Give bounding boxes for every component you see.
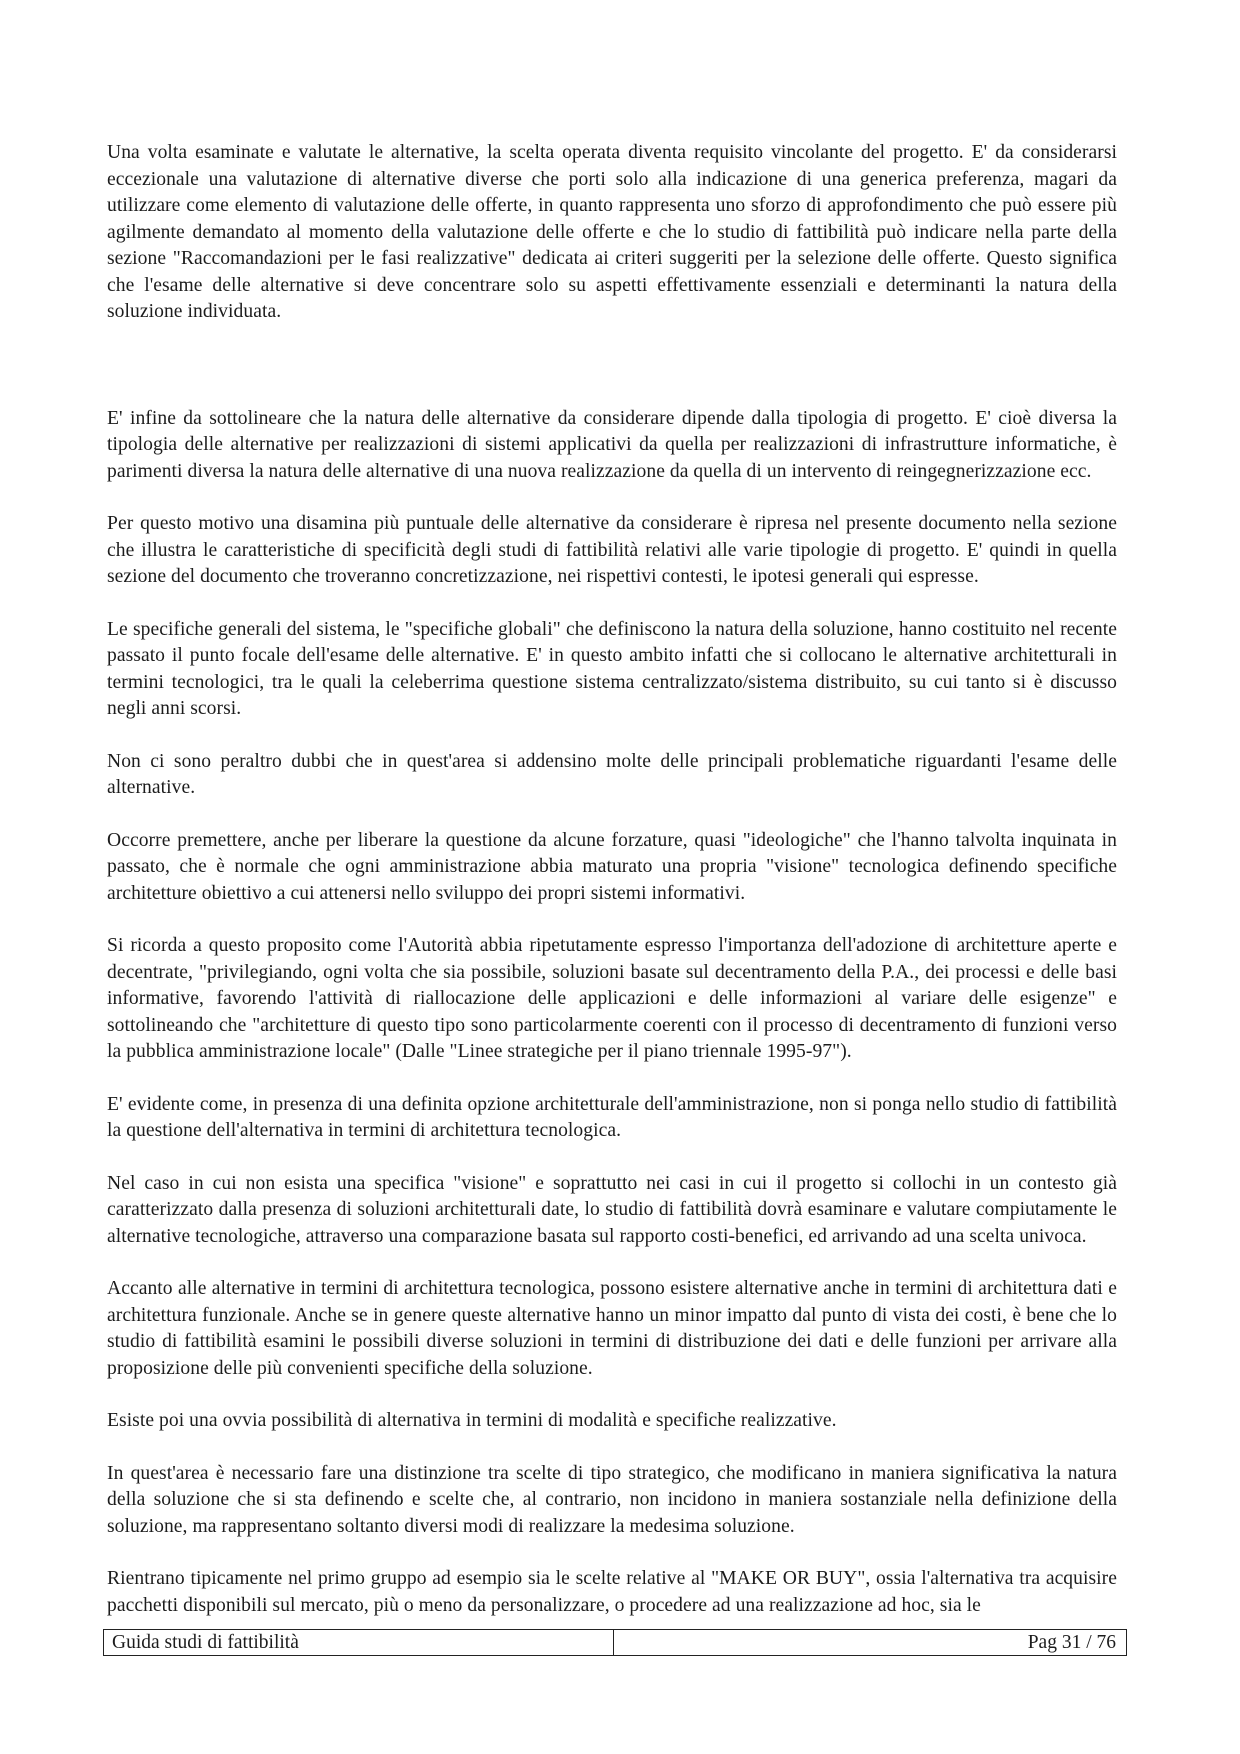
page-body <box>107 140 1117 1619</box>
footer-spacer <box>614 1630 1028 1655</box>
paragraph: Accanto alle alternative in termini di architettura tecnologica, possono esistere alternative anche in termini di architettura dati e architettura funzionale. Anche se in genere queste alternative hanno un minor impatto dal punto di vista dei costi, è bene che lo studio di fattibilità esamini le possibili diverse soluzioni in termini di distribuzione dei dati e delle funzioni per arrivare alla proposizione delle più convenienti specifiche della soluzione. <box>107 1278 1117 1379</box>
footer-page-number: Pag 31 / 76 <box>1027 1632 1116 1653</box>
paragraph: Non ci sono peraltro dubbi che in quest'area si addensino molte delle principali problematiche riguardanti l'esame delle alternative. <box>107 750 1117 798</box>
page-footer <box>103 1629 1127 1656</box>
paragraph: Occorre premettere, anche per liberare la questione da alcune forzature, quasi "ideologiche" che l'hanno talvolta inquinata in passato, che è normale che ogni amministrazione abbia maturato una propria "visione" tecnologica definendo specifiche architetture obiettivo a cui attenersi nello sviluppo dei propri sistemi informativi. <box>107 829 1117 904</box>
paragraph: Una volta esaminate e valutate le alternative, la scelta operata diventa requisito vincolante del progetto. E' da considerarsi eccezionale una valutazione di alternative diverse che porti solo alla indicazione di una generica preferenza, magari da utilizzare come elemento di valutazione delle offerte, in quanto rappresenta uno sforzo di approfondimento che può essere più agilmente demandato al momento della valutazione delle offerte e che lo studio di fattibilità può indicare nella parte della sezione "Raccomandazioni per le fasi realizzative" dedicata ai criteri suggeriti per la selezione delle offerte. Questo significa che l'esame delle alternative si deve concentrare solo su aspetti effettivamente essenziali e determinanti la natura della soluzione individuata. <box>107 142 1117 322</box>
paragraph: Le specifiche generali del sistema, le "specifiche globali" che definiscono la natura della soluzione, hanno costituito nel recente passato il punto focale dell'esame delle alternative. E' in questo ambito infatti che si collocano le alternative architetturali in termini tecnologici, tra le quali la celeberrima questione sistema centralizzato/sistema distribuito, su cui tanto si è discusso negli anni scorsi. <box>107 618 1117 719</box>
paragraph: Si ricorda a questo proposito come l'Autorità abbia ripetutamente espresso l'importanza dell'adozione di architetture aperte e decentrate, "privilegiando, ogni volta che sia possibile, soluzioni basate sul decentramento della P.A., dei processi e delle basi informative, favorendo l'attività di riallocazione delle applicazioni e delle informazioni al variare delle esigenze" e sottolineando che "architetture di questo tipo sono particolarmente coerenti con il processo di decentramento di funzioni verso la pubblica amministrazione locale" (Dalle "Linee strategiche per il piano triennale 1995-97"). <box>107 935 1117 1062</box>
paragraph: E' evidente come, in presenza di una definita opzione architetturale dell'amministrazione, non si ponga nello studio di fattibilità la questione dell'alternativa in termini di architettura tecnologica. <box>107 1093 1117 1141</box>
footer-document-title: Guida studi di fattibilità <box>104 1630 614 1655</box>
paragraph: E' infine da sottolineare che la natura delle alternative da considerare dipende dalla tipologia di progetto. E' cioè diversa la tipologia delle alternative per realizzazioni di sistemi applicativi da quella per realizzazioni di infrastrutture informatiche, è parimenti diversa la natura delle alternative di una nuova realizzazione da quella di un intervento di reingegnerizzazione ecc. <box>107 407 1117 482</box>
paragraph: Nel caso in cui non esista una specifica "visione" e soprattutto nei casi in cui il progetto si collochi in un contesto già caratterizzato dalla presenza di soluzioni architetturali date, lo studio di fattibilità dovrà esaminare e valutare compiutamente le alternative tecnologiche, attraverso una comparazione basata sul rapporto costi-benefici, ed arrivando ad una scelta univoca. <box>107 1172 1117 1247</box>
paragraph: Esiste poi una ovvia possibilità di alternativa in termini di modalità e specifiche realizzative. <box>107 1410 837 1431</box>
paragraph: Rientrano tipicamente nel primo gruppo ad esempio sia le scelte relative al "MAKE OR BUY", ossia l'alternativa tra acquisire pacchetti disponibili sul mercato, più o meno da personalizzare, o procedere ad una realizzazione ad hoc, sia le <box>107 1568 1117 1616</box>
paragraph: In quest'area è necessario fare una distinzione tra scelte di tipo strategico, che modificano in maniera significativa la natura della soluzione che si sta definendo e scelte che, al contrario, non incidono in maniera sostanziale nella definizione della soluzione, ma rappresentano soltanto diversi modi di realizzare la medesima soluzione. <box>107 1462 1117 1537</box>
paragraph: Per questo motivo una disamina più puntuale delle alternative da considerare è ripresa nel presente documento nella sezione che illustra le caratteristiche di specificità degli studi di fattibilità relativi alle varie tipologie di progetto. E' quindi in quella sezione del documento che troveranno concretizzazione, nei rispettivi contesti, le ipotesi generali qui espresse. <box>107 513 1117 587</box>
